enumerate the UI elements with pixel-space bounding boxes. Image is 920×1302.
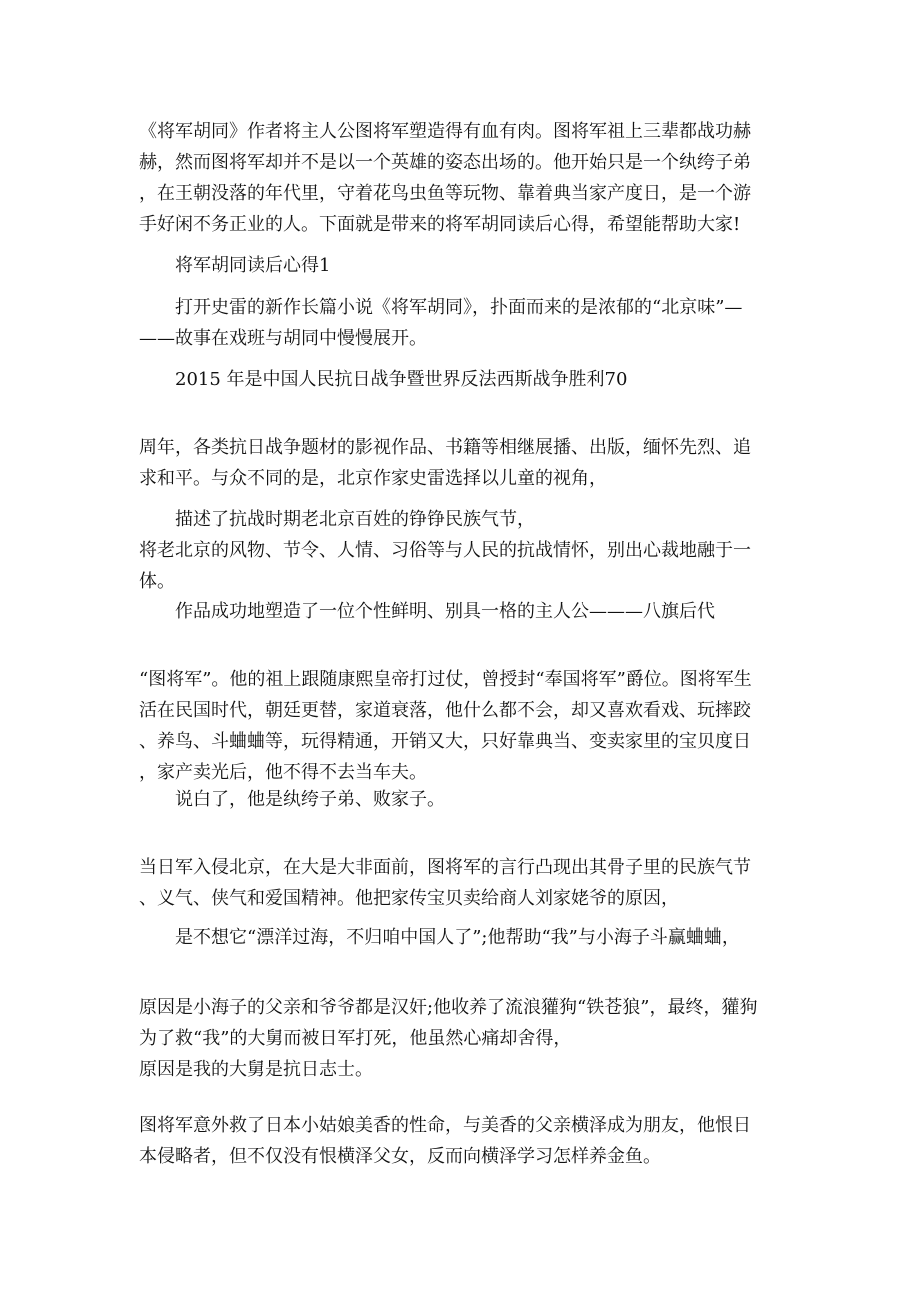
text-line: 本侵略者，但不仅没有恨横泽父女，反而向横泽学习怎样养金鱼。 [139, 1146, 661, 1167]
text-line: 体。 [139, 571, 175, 592]
text-line: 为了救“我”的大舅而被日军打死，他虽然心痛却舍得， [139, 1028, 572, 1049]
text-line: 图将军意外救了日本小姑娘美香的性命，与美香的父亲横泽成为朋友，他恨日 [139, 1115, 751, 1136]
text-line: 周年，各类抗日战争题材的影视作品、书籍等相继展播、出版，缅怀先烈、追 [139, 437, 751, 458]
paragraph [139, 596, 779, 627]
text-line: 描述了抗战时期老北京百姓的铮铮民族气节， [139, 509, 535, 530]
text-line: 《将军胡同》作者将主人公图将军塑造得有血有肉。图将军祖上三辈都战功赫 [139, 121, 751, 142]
paragraph [139, 852, 779, 914]
text-line: 作品成功地塑造了一位个性鲜明、别具一格的主人公———八旗后代 [139, 601, 715, 622]
text-line: 、养鸟、斗蛐蛐等，玩得精通，开销又大，只好靠典当、变卖家里的宝贝度日 [139, 731, 751, 752]
text-line: 将军胡同读后心得1 [139, 255, 331, 276]
paragraph [139, 432, 779, 494]
text-line: 活在民国时代，朝廷更替，家道衰落，他什么都不会，却又喜欢看戏、玩摔跤 [139, 700, 751, 721]
section-heading [139, 250, 779, 281]
text-line: ——故事在戏班与胡同中慢慢展开。 [139, 328, 427, 349]
paragraph [139, 364, 779, 395]
paragraph [139, 664, 779, 788]
paragraph [139, 992, 779, 1085]
text-line: 将老北京的风物、节令、人情、习俗等与人民的抗战情怀，别出心裁地融于一 [139, 540, 751, 561]
text-line: 原因是我的大舅是抗日志士。 [139, 1059, 373, 1080]
text-line: 打开史雷的新作长篇小说《将军胡同》，扑面而来的是浓郁的“北京味”— [139, 297, 743, 318]
text-line: 赫，然而图将军却并不是以一个英雄的姿态出场的。他开始只是一个纨绔子弟 [139, 152, 751, 173]
text-line: 原因是小海子的父亲和爷爷都是汉奸;他收养了流浪獾狗“铁苍狼”，最终，獾狗 [139, 997, 758, 1018]
paragraph [139, 504, 779, 597]
text-line: ，家产卖光后，他不得不去当车夫。 [139, 762, 427, 783]
intro-paragraph [139, 116, 779, 240]
text-line: 是不想它“漂洋过海，不归咱中国人了”;他帮助“我”与小海子斗赢蛐蛐， [139, 927, 740, 948]
paragraph [139, 292, 779, 354]
text-line: 、义气、侠气和爱国精神。他把家传宝贝卖给商人刘家姥爷的原因， [139, 888, 679, 909]
paragraph [139, 1110, 779, 1172]
text-line: 当日军入侵北京，在大是大非面前，图将军的言行凸现出其骨子里的民族气节 [139, 857, 751, 878]
text-line: 手好闲不务正业的人。下面就是带来的将军胡同读后心得，希望能帮助大家! [139, 214, 741, 235]
paragraph [139, 922, 779, 953]
text-line: 求和平。与众不同的是，北京作家史雷选择以儿童的视角， [139, 468, 607, 489]
text-line: 2015 年是中国人民抗日战争暨世界反法西斯战争胜利70 [139, 369, 628, 390]
text-line: 说白了，他是纨绔子弟、败家子。 [139, 789, 445, 810]
text-line: ，在王朝没落的年代里，守着花鸟虫鱼等玩物、靠着典当家产度日，是一个游 [139, 183, 751, 204]
paragraph [139, 784, 779, 815]
text-line: “图将军”。他的祖上跟随康熙皇帝打过仗，曾授封“奉国将军”爵位。图将军生 [139, 669, 752, 690]
